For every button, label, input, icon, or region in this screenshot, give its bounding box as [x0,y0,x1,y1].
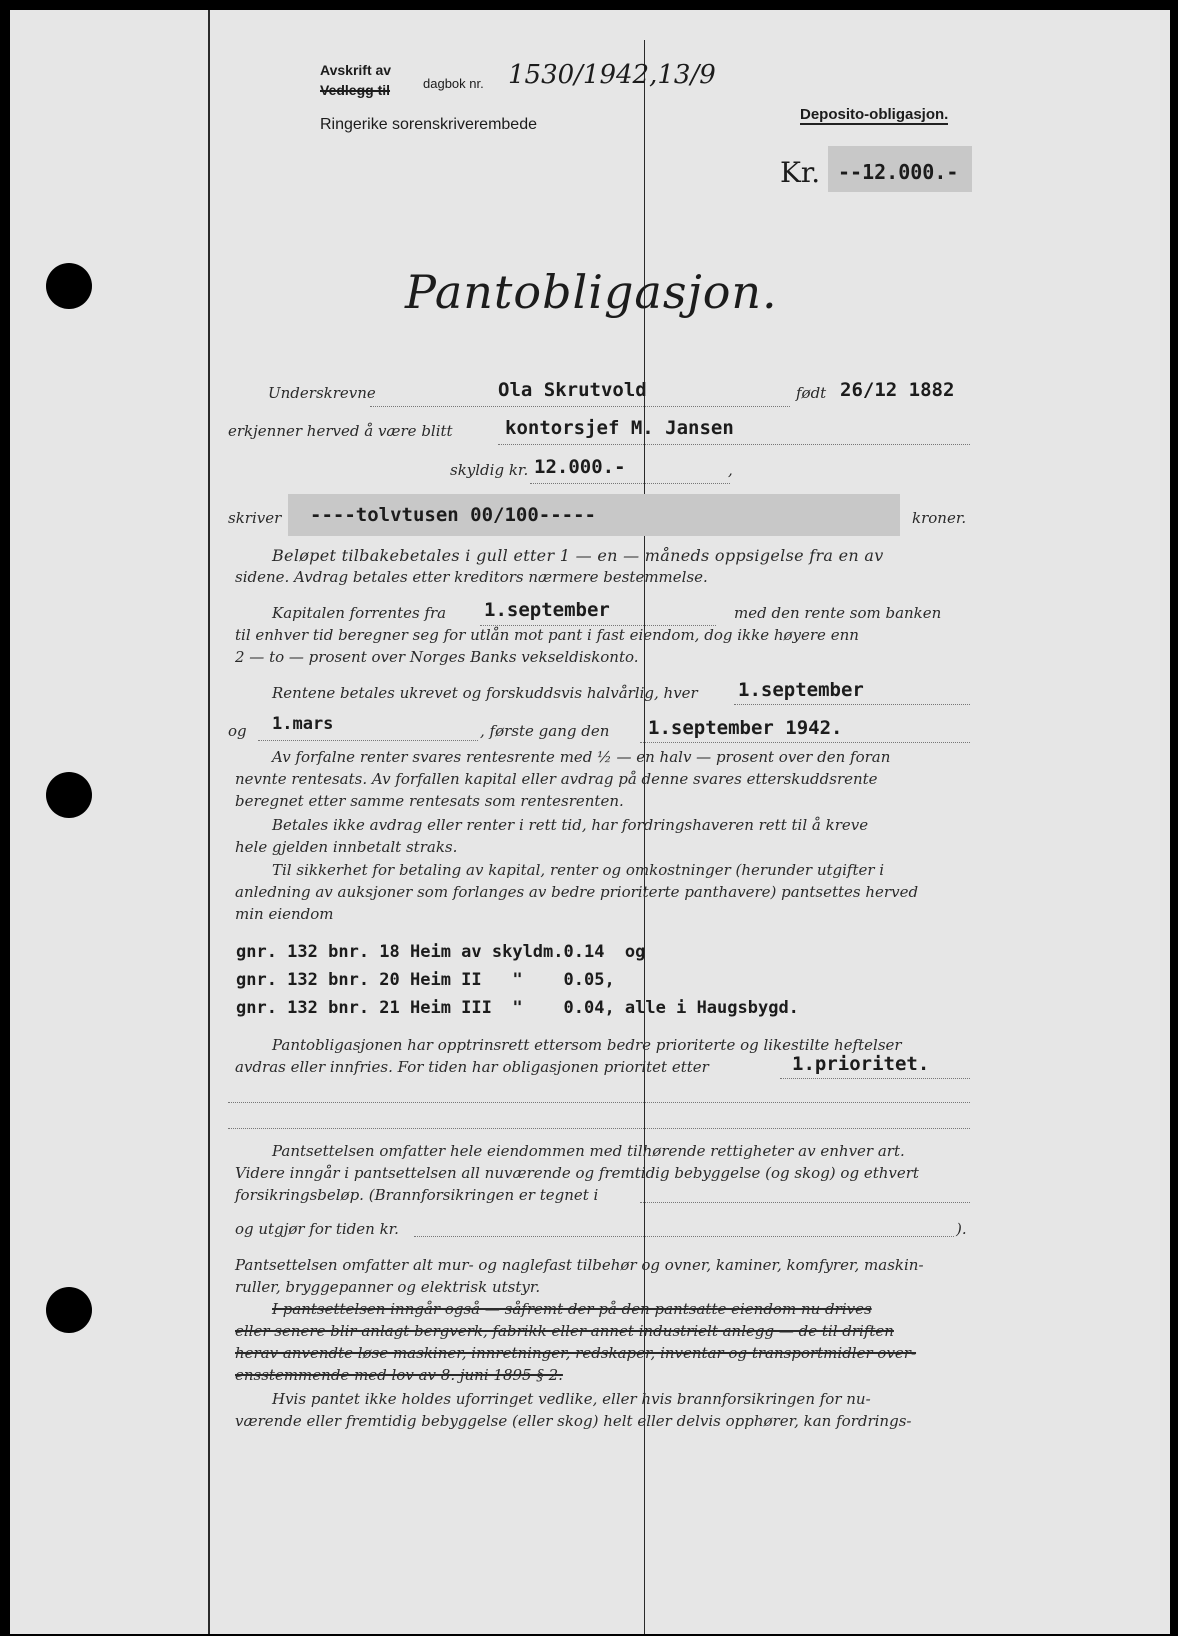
punch-hole-top [46,263,92,309]
punch-hole-bottom [46,1287,92,1333]
first-payment-date: 1.september 1942. [648,717,843,739]
scope-line-4-end: ). [956,1220,967,1238]
priority-line-1: Pantobligasjonen har opptrinsrett ettersom bedre prioriterte og likestilte heftelser [272,1036,902,1054]
dagbok-label: dagbok nr. [423,76,484,91]
written-label: skriver [228,509,282,527]
property-line-1: gnr. 132 bnr. 18 Heim av skyldm.0.14 og [236,942,646,962]
security-line-3: min eiendom [235,905,334,923]
debt-amount: 12.000.- [534,456,626,478]
document-type: Deposito-obligasjon. [800,106,949,123]
struck-line-1: I pantsettelsen inngår også — såfremt der på den pantsatte eiendom nu drives [272,1300,872,1318]
copy-label-vedlegg: Vedlegg til [320,82,391,98]
signer-label: Underskrevne [268,384,376,402]
scope-line-4: og utgjør for tiden kr. [235,1220,399,1238]
kr-amount: --12.000.- [838,160,959,184]
born-label: født [796,384,827,402]
priority-line [780,1078,970,1079]
fixtures-line-1: Pantsettelsen omfatter alt mur- og naglefast tilbehør og ovner, kaminer, komfyrer, maskin- [235,1256,924,1274]
struck-line-2: eller senere blir anlagt bergverk, fabrikk eller annet industrielt anlegg — de til driften [235,1322,894,1340]
blank-line-2 [228,1128,970,1129]
debt-line [530,483,730,484]
interest-from-date: 1.september [484,599,610,621]
interest-label: Kapitalen forrentes fra [272,604,447,622]
born-date: 26/12 1882 [840,379,955,401]
security-line-2: anledning av auksjoner som forlanges av bedre prioriterte panthavere) pantsettes herved [235,883,919,901]
payment-date-2-line [258,740,478,741]
property-line-3: gnr. 132 bnr. 21 Heim III " 0.04, alle i Haugsbygd. [236,998,799,1018]
first-payment-label: , første gang den [480,722,610,740]
payment-date-1: 1.september [738,679,864,701]
security-line-1: Til sikkerhet for betaling av kapital, renter og omkostninger (herunder utgifter i [272,861,885,879]
fixtures-line-2: ruller, bryggepanner og elektrisk utstyr. [235,1278,541,1296]
document-page [10,10,1170,1634]
interest-after: med den rente som banken [734,604,942,622]
payments-og: og [228,722,247,740]
document-title: Pantobligasjon. [405,265,778,319]
overdue-line-5: hele gjelden innbetalt straks. [235,838,458,856]
priority-value: 1.prioritet. [792,1053,930,1075]
creditor-line [498,444,970,445]
maintenance-line-2: værende eller fremtidig bebyggelse (eller skog) helt eller delvis opphører, kan fordrings- [235,1412,912,1430]
signer-line [370,406,790,407]
scope-line-3: forsikringsbeløp. (Brannforsikringen er tegnet i [235,1186,599,1204]
repayment-line-2: sidene. Avdrag betales etter kreditors nærmere bestemmelse. [235,568,708,586]
dagbok-number: 1530/1942,13/9 [508,60,716,90]
first-payment-line [640,742,970,743]
copy-label-avskrift: Avskrift av [320,62,392,78]
struck-line-3: herav anvendte løse maskiner, innretninger, redskaper, inventar og transportmidler over- [235,1344,917,1362]
overdue-line-3: beregnet etter samme rentesats som rentesrenten. [235,792,624,810]
punch-hole-middle [46,772,92,818]
interest-line-3: 2 — to — prosent over Norges Banks vekseldiskonto. [235,648,639,666]
kr-label: Kr. [780,156,821,189]
payments-label: Rentene betales ukrevet og forskuddsvis halvårlig, hver [272,684,698,702]
overdue-line-1: Av forfalne renter svares rentesrente med ½ — en halv — prosent over den foran [272,748,891,766]
struck-line-4: ensstemmende med lov av 8. juni 1895 § 2. [235,1366,563,1384]
scope-line-1: Pantsettelsen omfatter hele eiendommen med tilhørende rettigheter av enhver art. [272,1142,905,1160]
scope-line-2: Videre inngår i pantsettelsen all nuværende og fremtidig bebyggelse (og skog) og ethvert [235,1164,919,1182]
repayment-line-1: Beløpet tilbakebetales i gull etter 1 — en — måneds oppsigelse fra en av [272,546,884,565]
signer-name: Ola Skrutvold [498,379,647,401]
insurance-line [640,1202,970,1203]
overdue-line-4: Betales ikke avdrag eller renter i rett tid, har fordringshaveren rett til å kreve [272,816,869,834]
interest-line-2: til enhver tid beregner seg for utlån mot pant i fast eiendom, dog ikke høyere enn [235,626,859,644]
left-margin-line [208,10,210,1634]
insurance-amount-line [414,1236,954,1237]
written-amount: ----tolvtusen 00/100----- [310,504,596,526]
written-suffix: kroner. [912,509,967,527]
priority-line-2: avdras eller innfries. For tiden har obligasjonen prioritet etter [235,1058,709,1076]
debt-label: skyldig kr. [450,461,529,479]
payment-date-1-line [734,704,970,705]
debt-comma: , [728,461,733,479]
creditor-label: erkjenner herved å være blitt [228,422,453,440]
office-name: Ringerike sorenskriverembede [320,116,537,133]
creditor-name: kontorsjef M. Jansen [505,417,734,439]
maintenance-line-1: Hvis pantet ikke holdes uforringet vedlike, eller hvis brannforsikringen for nu- [272,1390,871,1408]
payment-date-2: 1.mars [272,714,334,734]
blank-line-1 [228,1102,970,1103]
overdue-line-2: nevnte rentesats. Av forfallen kapital eller avdrag på denne svares etterskuddsrente [235,770,878,788]
property-line-2: gnr. 132 bnr. 20 Heim II " 0.05, [236,970,615,990]
